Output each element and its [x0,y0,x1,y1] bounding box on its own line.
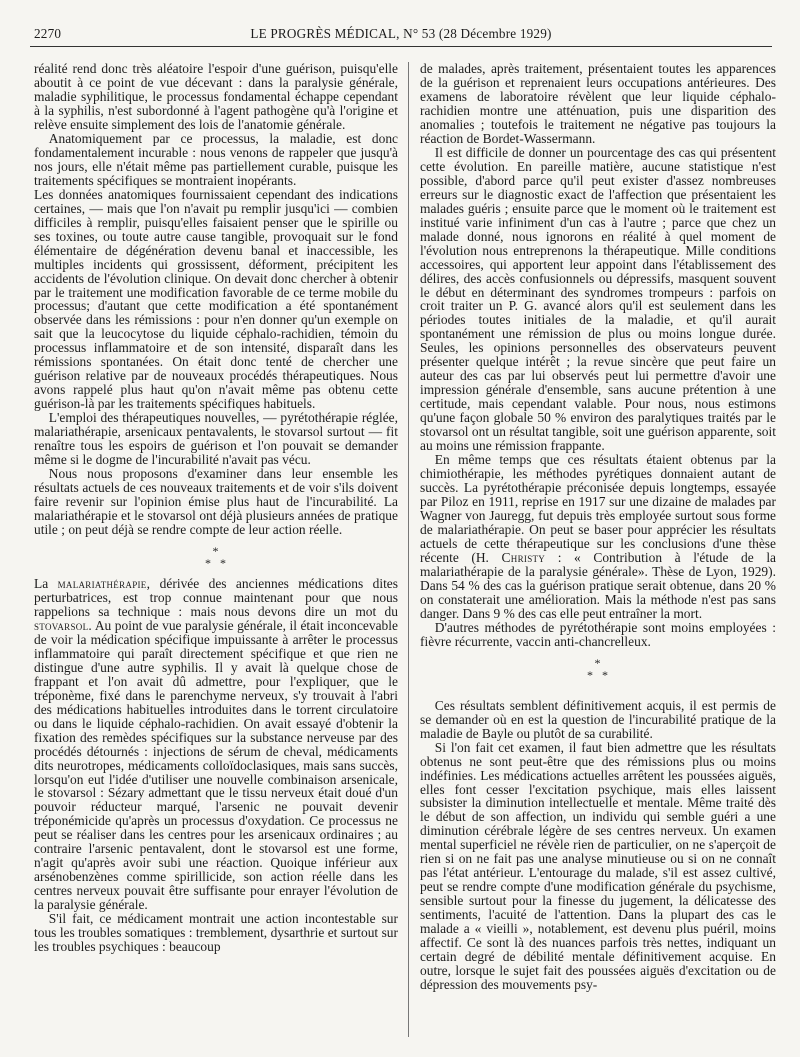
paragraph-text: dérivée des anciennes médications dites perturbatrices, est trop connue maintenant pour que nous rappelions sa technique : mais nous devons dire un mot du [34,575,399,619]
page-header [30,22,772,46]
page-number: 2270 [34,26,62,41]
asterism-star: * [594,655,602,670]
paragraph: Si l'on fait cet examen, il faut bien admettre que les résultats obtenus ne sont peut-être que des rémissions plus ou moins indéfinies. Les médications actuelles arrêtent les poussées aiguës, elles font cesser l'excitation psychique, mais elles laissent subsister la diminution intellectuelle et mentale. Même traité dès le début de son affection, un individu qui semble guéri a une diminution cérébrale légère de ses centres nerveux. Un examen mental superficiel ne révèle rien de particulier, on ne s'aperçoit de rien si on ne fait pas une analyse minutieuse ou si on ne connaît pas l'état antérieur. L'entourage du malade, s'il est assez cultivé, peut se rendre compte d'une modification générale du psychisme, sensible surtout pour la finesse du jugement, la délicatesse des sentiments, l'acuité de l'attention. Dans la plupart des cas le malade a « vieilli », notablement, est devenu plus puéril, moins affectif. Ce sont là des nuances parfois très nettes, indiquant un certain degré de débilité mentale définitivement acquise. En outre, lorsque le sujet fait des poussées aiguës d'excitation ou de dépression des mouvements psy- [420,739,776,993]
paragraph: Ces résultats semblent définitivement acquis, il est permis de se demander où en est la question de l'incurabilité pratique de la maladie de Bayle ou plutôt de sa curabilité. [420,697,776,741]
small-caps-author: Christy [501,549,546,565]
asterism-star: * [212,543,220,558]
paragraph-text: En même temps que ces résultats étaient obtenus par la chimiothérapie, les méthodes pyrétiques donnaient autant de succès. La pyrétothérapie préconisée depuis longtemps, essayée par Piloz en 1911, reprise en 1917 sur une dizaine de malades par Wagner von Jauregg, fut depuis très employée surtout sous forme de malariathérapie. On peut se baser pour apprécier les résultats actuels de cette thérapeutique sur les conclusions d'une thèse récente (H. [420,452,776,565]
header-rule [30,46,772,47]
paragraph: D'autres méthodes de pyrétothérapie sont moins employées : fièvre récurrente, vaccin anti-chancrelleux. [420,619,776,649]
right-column [420,62,776,992]
paragraph: S'il fait, ce médicament montrait une action incontestable sur tous les troubles somatiques : tremblement, dysarthrie et surtout sur les troubles psychiques : beaucoup [34,911,398,955]
paragraph: Anatomiquement par ce processus, la maladie, est donc fondamentalement incurable : nous venons de rappeler que jusqu'à nos jours, elle n'était même pas partiellement curable, puisque les traitements spécifiques se montraient inopérants. [34,130,398,188]
paragraph-text: : « Contribution à l'étude de la malariathérapie de la paralysie générale». Thèse de Lyon, 1929). Dans 54 % des cas la guérison pratique serait obtenue, dans 20 % on constaterait une amélioration. Mais la méthode n'est pas sans danger. Dans 9 % des cas elle peut entraîner la mort. [420,549,777,621]
asterism-star: * [205,555,212,570]
paragraph: L'emploi des thérapeutiques nouvelles, — pyrétothérapie réglée, malariathérapie, arsenicaux pentavalents, le stovarsol surtout — fit renaître tous les espoirs de guérison et l'on pouvait se demander même si le dogme de l'incurabilité n'avait pas vécu. [34,410,398,468]
paragraph-lead: La [34,575,49,591]
small-caps-term: malariathérapie, [57,575,151,591]
paragraph [34,577,398,912]
paragraph: Nous nous proposons d'examiner dans leur ensemble les résultats actuels de ces nouveaux traitements et de voir s'ils doivent faire revenir sur l'opinion émise plus haut de l'incurabilité. La malariathérapie et le stovarsol ont déjà plusieurs années de pratique utile ; on peut déjà se rendre compte de leur action réelle. [34,466,398,537]
section-separator [420,657,776,681]
paragraph: Il est difficile de donner un pourcentage des cas qui présentent cette évolution. En pareille matière, aucune statistique n'est possible, d'abord parce qu'il peut exister d'assez nombreuses erreurs sur le diagnostic exact de l'affection que présentaient les malades guéris ; ensuite parce que le moment où le traitement est institué varie infiniment d'un cas à l'autre ; parce que chez un malade donné, nous ignorons en réalité à quel moment de l'évolution nous entreprenons la thérapeutique. Mille conditions accessoires, qui apportent leur appoint dans l'établissement des délires, des accès confusionnels ou dépressifs, masquent souvent le début en déterminant des syndromes trompeurs : parfois on croit traiter un P. G. avancé alors qu'il est seulement dans les périodes toutes initiales de la maladie, et qu'il aurait spontanément une rémission de plus ou moins longue durée. Seules, les opinions personnelles des observateurs peuvent présenter quelque intérêt ; la revue sincère que peut faire un auteur des cas par lui observés peut lui permettre d'avoir une impression générale d'ensemble, sans aucune prétention à une certitude, mais cependant valable. Pour nous, nous estimons qu'une façon globale 50 % environ des paralytiques traités par le stovarsol ont un résultat tangible, soit une guérison apparente, soit au moins une rémission frappante. [420,144,776,454]
paragraph: réalité rend donc très aléatoire l'espoir d'une guérison, puisqu'elle aboutit à ce point de vue décevant : dans la paralysie générale, maladie syphilitique, le processus fondamental échappe cependant à la syphilis, n'est subordonné à l'agent pathogène qu'à l'origine et relève ensuite simplement des lois de l'anatomie générale. [34,61,398,132]
asterism-star: * [587,667,594,682]
running-head: LE PROGRÈS MÉDICAL, N° 53 (28 Décembre 1929) [250,26,552,41]
small-caps-term: stovarsol. [34,617,93,633]
section-separator [34,545,398,569]
paragraph [420,453,776,621]
paragraph-text: Au point de vue paralysie générale, il était inconcevable de voir la médication spécifique impuissante à arrêter le processus inflammatoire qui paraît directement spécifique et que rien ne distingue d'une autre syphilis. Il y avait là quelque chose de frappant et l'on avait dû admettre, pour l'expliquer, que le tréponème, fixé dans le parenchyme nerveux, s'y trouvait à l'abri des médications habituelles introduites dans le torrent circulatoire ou dans le liquide céphalo-rachidien. On avait essayé d'obtenir la fixation des remèdes spécifiques sur la substance nerveuse par des procédés détournés : injections de sérum de cheval, médicaments dits neurotropes, médicaments colloïdoclasiques, mais sans succès, lorsqu'on eut l'idée d'utiliser une nouvelle combinaison arsenicale, le stovarsol : Sézary admettant que le tissu nerveux était doué d'un pouvoir réducteur marqué, l'arsenic ne pouvait devenir tréponémicide qu'après un processus d'oxydation. Ce processus ne peut se réaliser dans les centres pour les arsenicaux ordinaires ; au contraire l'arsenic pentavalent, dont le stovarsol est une forme, n'agit qu'après avoir subi une réaction. Quoique inférieur aux arsénobenzènes comme spirillicide, son action réelle dans les centres nerveux pouvait être suffisante pour enrayer l'évolution de la paralysie générale. [34,617,398,913]
asterism-star: * [220,555,227,570]
paragraph: Les données anatomiques fournissaient cependant des indications certaines, — mais que l'on n'avait pu remplir jusqu'ici — combien difficiles à remplir, puisqu'elles faisaient penser que le spirille ou ses toxines, ou toute autre cause tangible, provoquait sur le fond élémentaire de dégénération devenu banal et inaccessible, les multiples incidents qui grossissent, déforment, précipitent les accidents de l'évolution clinique. On devait donc chercher à obtenir par le traitement une modification favorable de ce terme mobile du processus; d'autant que cette modification a été spontanément observée dans les rémissions : pour n'en donner qu'un exemple on sait que la leucocytose du liquide céphalo-rachidien, témoin du processus inflammatoire et de son intensité, disparaît dans les rémissions spontanées. On était donc tenté de chercher une guérison relative par de nouveaux procédés thérapeutiques. Nous avons rappelé plus haut qu'on n'avait même pas obtenu cette guérison-là par les traitements spécifiques habituels. [34,186,398,412]
left-column [34,62,398,954]
asterism-star: * [602,667,609,682]
column-divider [408,62,409,1037]
paragraph: de malades, après traitement, présentaient toutes les apparences de la guérison et reprenaient leurs occupations antérieures. Des examens de laboratoire révèlent que leur liquide céphalo-rachidien montre une atténuation, puis une disparition des anomalies ; toutefois le traitement ne négative pas toujours la réaction de Bordet-Wassermann. [420,61,776,146]
